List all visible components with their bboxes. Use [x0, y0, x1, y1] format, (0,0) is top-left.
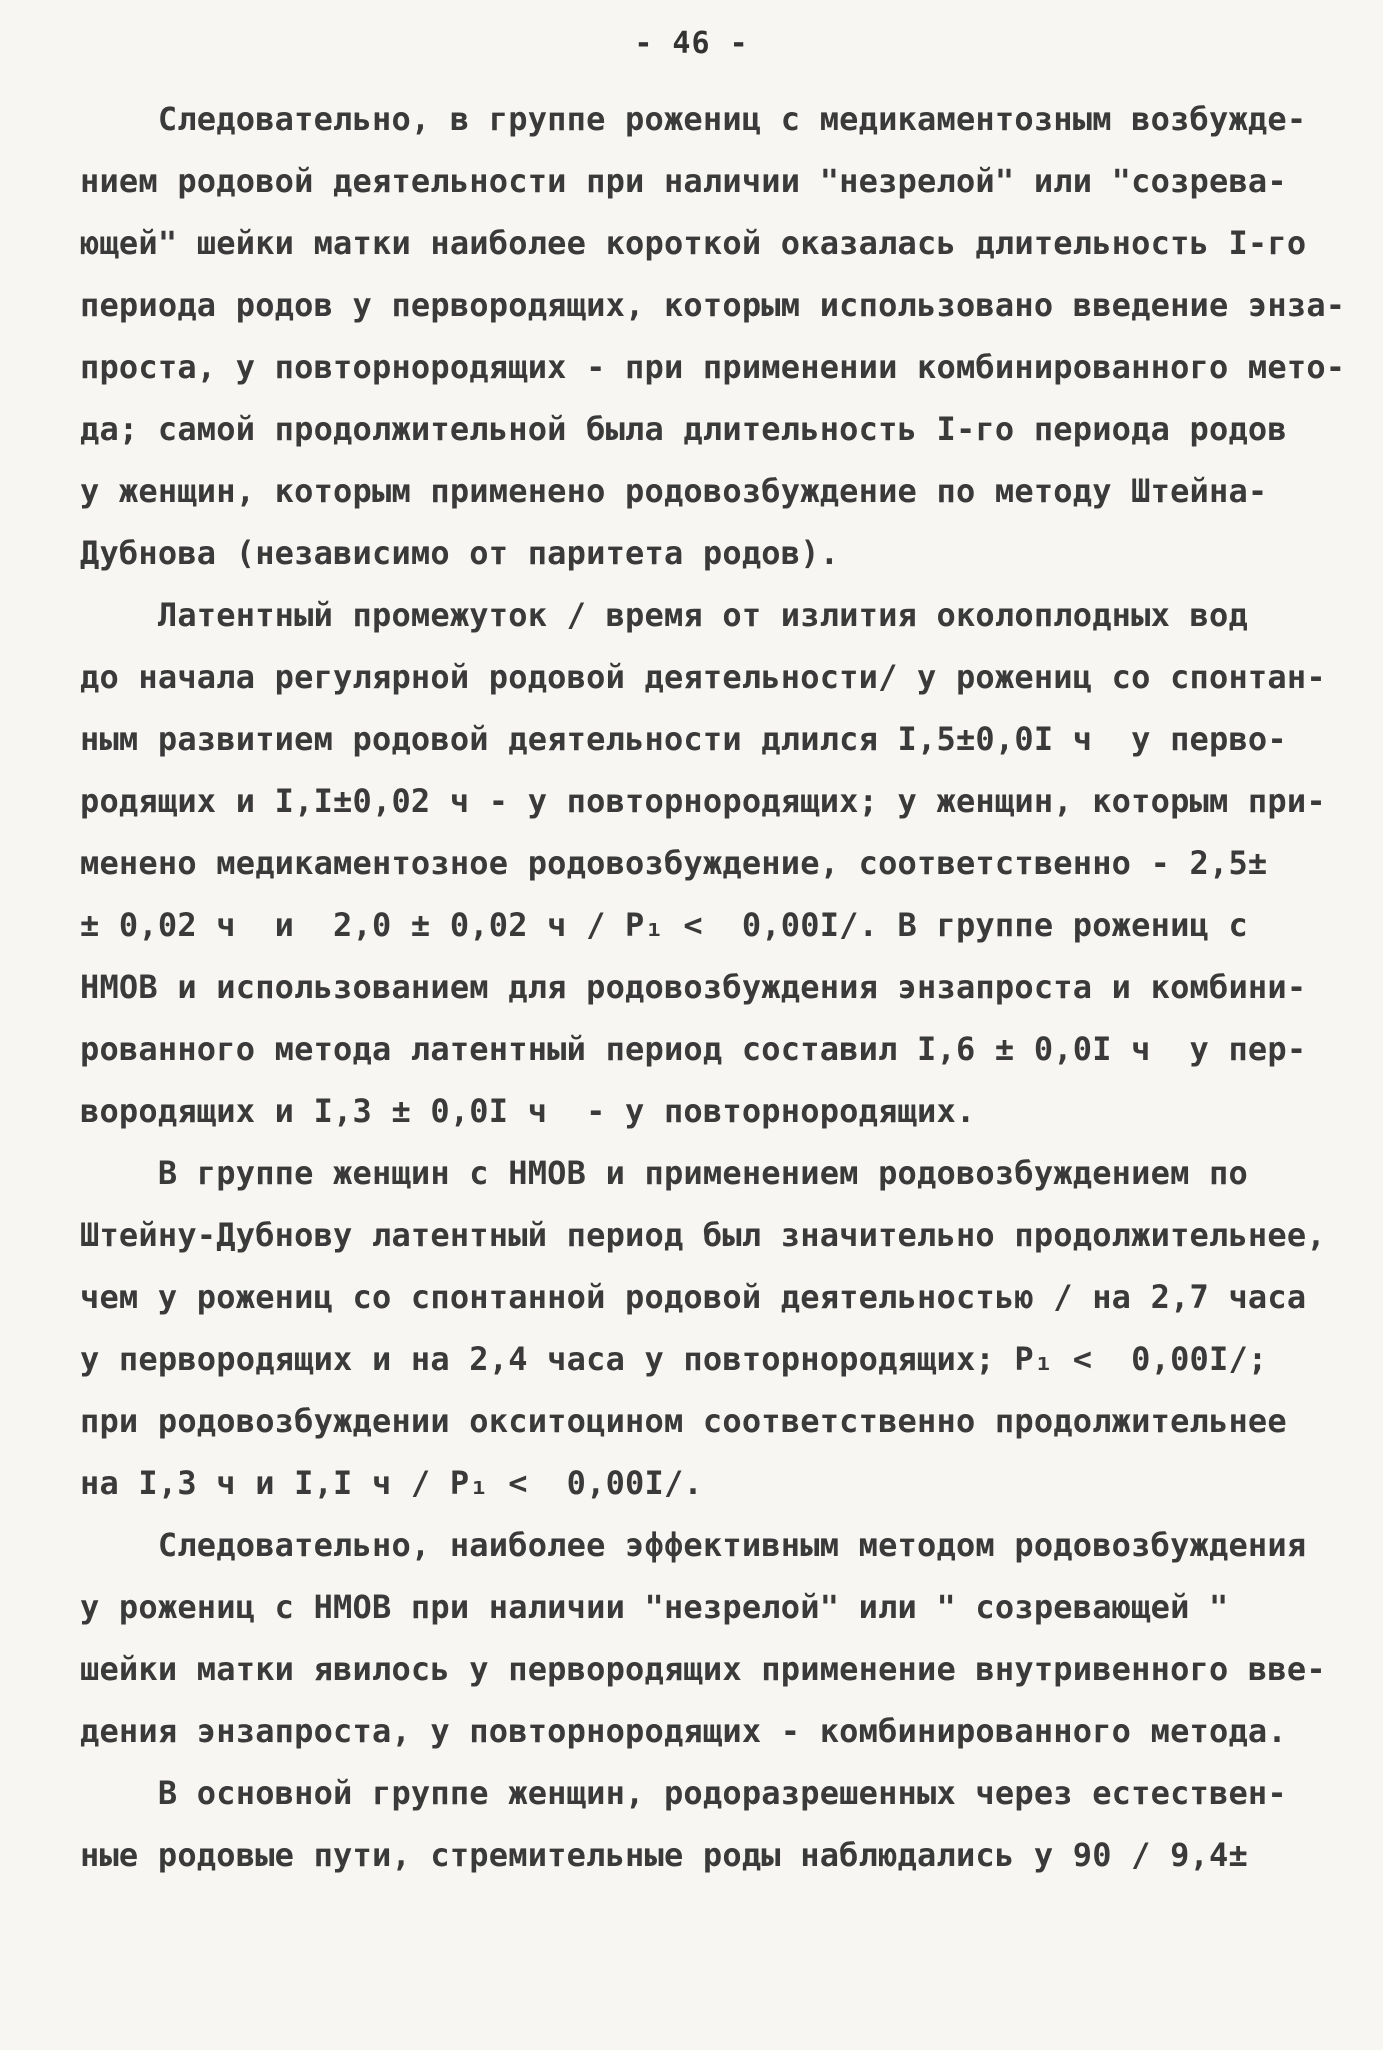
text-line: рованного метода латентный период составил I,6 ± 0,0I ч у пер-: [80, 1030, 1307, 1068]
text-line: менено медикаментозное родовозбуждение, соответственно - 2,5±: [80, 844, 1268, 882]
page-number: - 46 -: [634, 26, 749, 61]
text-line: периода родов у первородящих, которым использовано введение энза-: [80, 286, 1346, 324]
text-line: родящих и I,I±0,02 ч - у повторнородящих; у женщин, которым при-: [80, 782, 1326, 820]
text-line: на I,3 ч и I,I ч / P₁ < 0,00I/.: [80, 1464, 703, 1502]
text-line: НМОВ и использованием для родовозбуждения энзапроста и комбини-: [80, 968, 1307, 1006]
text-line: ± 0,02 ч и 2,0 ± 0,02 ч / P₁ < 0,00I/. В группе рожениц с: [80, 906, 1248, 944]
text-line: Следовательно, в группе рожениц с медикаментозным возбужде-: [80, 100, 1307, 138]
text-line: В основной группе женщин, родоразрешенных через естествен-: [80, 1774, 1287, 1812]
text-line: Штейну-Дубнову латентный период был значительно продолжительнее,: [80, 1216, 1326, 1254]
text-line: ным развитием родовой деятельности длился I,5±0,0I ч у перво-: [80, 720, 1287, 758]
text-line: проста, у повторнородящих - при применении комбинированного мето-: [80, 348, 1346, 386]
text-line: чем у рожениц со спонтанной родовой деятельностью / на 2,7 часа: [80, 1278, 1307, 1316]
text-line: ные родовые пути, стремительные роды наблюдались у 90 / 9,4±: [80, 1836, 1248, 1874]
text-line: нием родовой деятельности при наличии "незрелой" или "созрева-: [80, 162, 1287, 200]
text-line: Латентный промежуток / время от излития околоплодных вод: [80, 596, 1248, 634]
text-line: Дубнова (независимо от паритета родов).: [80, 534, 840, 572]
text-line: у рожениц с НМОВ при наличии "незрелой" или " созревающей ": [80, 1588, 1229, 1626]
text-line: Следовательно, наиболее эффективным методом родовозбуждения: [80, 1526, 1307, 1564]
text-line: у женщин, которым применено родовозбуждение по методу Штейна-: [80, 472, 1268, 510]
text-line: вородящих и I,3 ± 0,0I ч - у повторнородящих.: [80, 1092, 976, 1130]
text-line: у первородящих и на 2,4 часа у повторнородящих; P₁ < 0,00I/;: [80, 1340, 1268, 1378]
body-text: [80, 88, 1346, 1886]
text-line: да; самой продолжительной была длительность I-го периода родов: [80, 410, 1287, 448]
text-line: до начала регулярной родовой деятельности/ у рожениц со спонтан-: [80, 658, 1326, 696]
text-line: ющей" шейки матки наиболее короткой оказалась длительность I-го: [80, 224, 1307, 262]
text-line: дения энзапроста, у повторнородящих - комбинированного метода.: [80, 1712, 1287, 1750]
text-line: шейки матки явилось у первородящих применение внутривенного вве-: [80, 1650, 1326, 1688]
text-line: В группе женщин с НМОВ и применением родовозбуждением по: [80, 1154, 1248, 1192]
text-line: при родовозбуждении окситоцином соответственно продолжительнее: [80, 1402, 1287, 1440]
